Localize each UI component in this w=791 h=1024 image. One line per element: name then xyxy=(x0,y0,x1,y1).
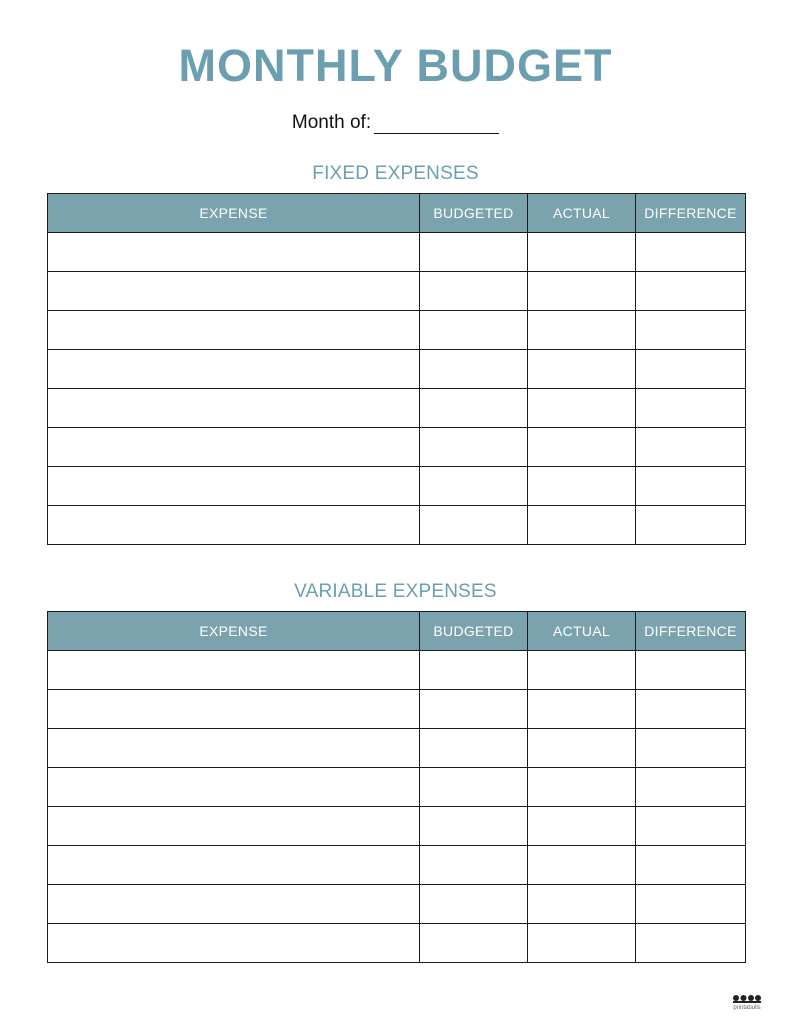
expense-cell[interactable] xyxy=(48,846,420,885)
budgeted-cell[interactable] xyxy=(420,233,528,272)
column-header-budgeted: BUDGETED xyxy=(420,194,528,233)
budgeted-cell[interactable] xyxy=(420,272,528,311)
page-title: MONTHLY BUDGET xyxy=(178,40,613,91)
expense-cell[interactable] xyxy=(48,885,420,924)
expense-cell[interactable] xyxy=(48,807,420,846)
fixed-expenses-title: FIXED EXPENSES xyxy=(312,163,479,184)
actual-cell[interactable] xyxy=(528,690,636,729)
table-row xyxy=(48,768,746,807)
budgeted-cell[interactable] xyxy=(420,350,528,389)
table-row xyxy=(48,807,746,846)
table-row xyxy=(48,651,746,690)
table-row xyxy=(48,428,746,467)
column-header-expense: EXPENSE xyxy=(48,612,420,651)
difference-cell[interactable] xyxy=(636,885,746,924)
table-row xyxy=(48,506,746,545)
table-row xyxy=(48,311,746,350)
actual-cell[interactable] xyxy=(528,272,636,311)
expense-cell[interactable] xyxy=(48,311,420,350)
variable-expenses-body xyxy=(48,651,746,963)
budgeted-cell[interactable] xyxy=(420,428,528,467)
expense-cell[interactable] xyxy=(48,350,420,389)
difference-cell[interactable] xyxy=(636,924,746,963)
column-header-budgeted: BUDGETED xyxy=(420,612,528,651)
table-row xyxy=(48,690,746,729)
budgeted-cell[interactable] xyxy=(420,924,528,963)
difference-cell[interactable] xyxy=(636,311,746,350)
table-header-row xyxy=(48,612,746,651)
table-row xyxy=(48,272,746,311)
table-row xyxy=(48,729,746,768)
difference-cell[interactable] xyxy=(636,729,746,768)
bulls-logo-icon xyxy=(732,993,762,1004)
budgeted-cell[interactable] xyxy=(420,729,528,768)
expense-cell[interactable] xyxy=(48,768,420,807)
budgeted-cell[interactable] xyxy=(420,807,528,846)
actual-cell[interactable] xyxy=(528,651,636,690)
difference-cell[interactable] xyxy=(636,233,746,272)
expense-cell[interactable] xyxy=(48,428,420,467)
difference-cell[interactable] xyxy=(636,428,746,467)
variable-expenses-title: VARIABLE EXPENSES xyxy=(294,581,497,602)
actual-cell[interactable] xyxy=(528,885,636,924)
fixed-expenses-body xyxy=(48,233,746,545)
actual-cell[interactable] xyxy=(528,311,636,350)
actual-cell[interactable] xyxy=(528,924,636,963)
expense-cell[interactable] xyxy=(48,729,420,768)
brand-name: printabulls xyxy=(733,1005,761,1011)
brand-mark xyxy=(729,993,765,1011)
difference-cell[interactable] xyxy=(636,690,746,729)
expense-cell[interactable] xyxy=(48,389,420,428)
actual-cell[interactable] xyxy=(528,233,636,272)
expense-cell[interactable] xyxy=(48,272,420,311)
month-field-row xyxy=(0,112,791,134)
difference-cell[interactable] xyxy=(636,389,746,428)
budgeted-cell[interactable] xyxy=(420,846,528,885)
expense-cell[interactable] xyxy=(48,924,420,963)
budgeted-cell[interactable] xyxy=(420,389,528,428)
actual-cell[interactable] xyxy=(528,389,636,428)
column-header-difference: DIFFERENCE xyxy=(636,194,746,233)
month-label: Month of: xyxy=(291,112,372,133)
actual-cell[interactable] xyxy=(528,428,636,467)
budgeted-cell[interactable] xyxy=(420,467,528,506)
actual-cell[interactable] xyxy=(528,807,636,846)
fixed-expenses-table xyxy=(47,193,746,545)
table-row xyxy=(48,467,746,506)
difference-cell[interactable] xyxy=(636,651,746,690)
expense-cell[interactable] xyxy=(48,651,420,690)
budgeted-cell[interactable] xyxy=(420,768,528,807)
actual-cell[interactable] xyxy=(528,467,636,506)
difference-cell[interactable] xyxy=(636,350,746,389)
difference-cell[interactable] xyxy=(636,768,746,807)
table-row xyxy=(48,885,746,924)
table-row xyxy=(48,389,746,428)
difference-cell[interactable] xyxy=(636,846,746,885)
column-header-actual: ACTUAL xyxy=(528,194,636,233)
budgeted-cell[interactable] xyxy=(420,690,528,729)
column-header-expense: EXPENSE xyxy=(48,194,420,233)
actual-cell[interactable] xyxy=(528,506,636,545)
column-header-difference: DIFFERENCE xyxy=(636,612,746,651)
expense-cell[interactable] xyxy=(48,506,420,545)
difference-cell[interactable] xyxy=(636,467,746,506)
table-row xyxy=(48,924,746,963)
expense-cell[interactable] xyxy=(48,467,420,506)
table-header-row xyxy=(48,194,746,233)
actual-cell[interactable] xyxy=(528,846,636,885)
table-row xyxy=(48,233,746,272)
column-header-actual: ACTUAL xyxy=(528,612,636,651)
table-row xyxy=(48,846,746,885)
variable-expenses-table xyxy=(47,611,746,963)
actual-cell[interactable] xyxy=(528,768,636,807)
month-input-line[interactable] xyxy=(374,115,499,134)
actual-cell[interactable] xyxy=(528,350,636,389)
budgeted-cell[interactable] xyxy=(420,651,528,690)
actual-cell[interactable] xyxy=(528,729,636,768)
budgeted-cell[interactable] xyxy=(420,885,528,924)
table-row xyxy=(48,350,746,389)
expense-cell[interactable] xyxy=(48,233,420,272)
budgeted-cell[interactable] xyxy=(420,311,528,350)
difference-cell[interactable] xyxy=(636,506,746,545)
difference-cell[interactable] xyxy=(636,807,746,846)
budgeted-cell[interactable] xyxy=(420,506,528,545)
expense-cell[interactable] xyxy=(48,690,420,729)
difference-cell[interactable] xyxy=(636,272,746,311)
